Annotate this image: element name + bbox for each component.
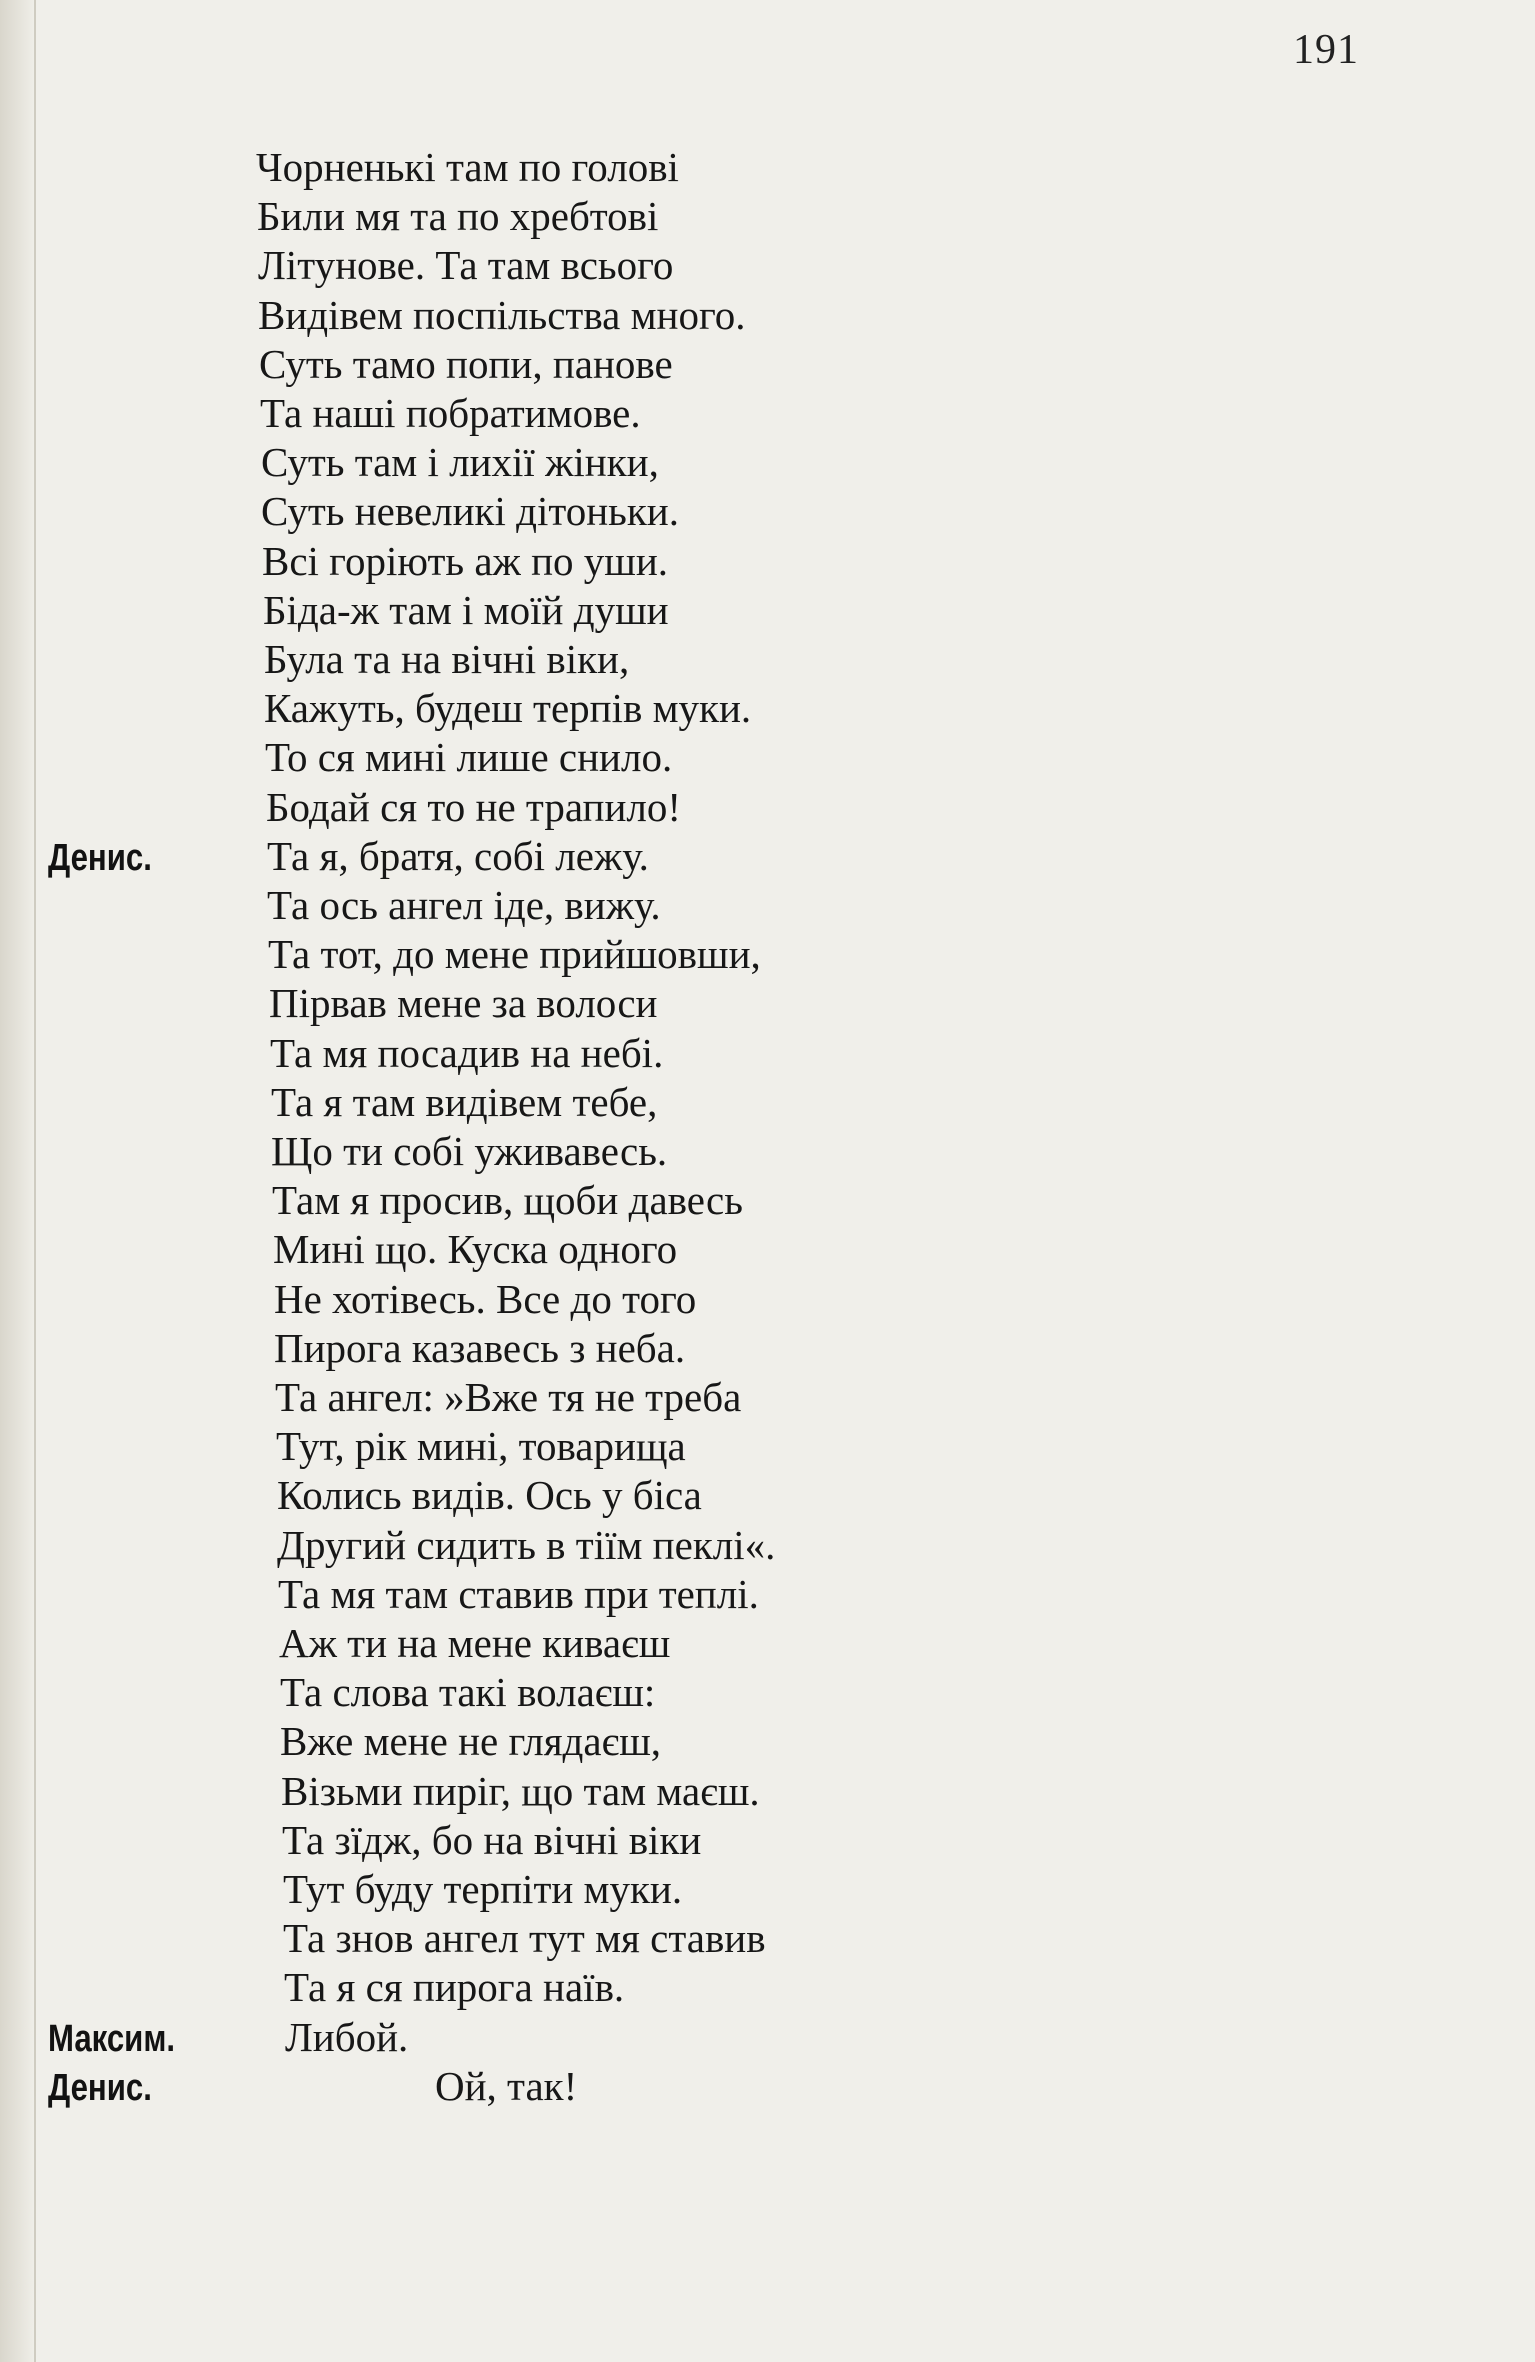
verse-text: Били мя та по хребтові — [257, 193, 659, 239]
verse-text: Другий сидить в тіїм пеклі«. — [277, 1522, 776, 1568]
verse-text: Суть тамо попи, панове — [259, 341, 673, 387]
verse-line — [0, 339, 1000, 389]
verse-line — [0, 1470, 1000, 1520]
verse-line — [0, 732, 1000, 782]
verse-text: Всі горіють аж по уши. — [262, 538, 669, 584]
verse-line — [0, 1815, 1000, 1865]
verse-line — [0, 1864, 1000, 1914]
verse-line — [0, 1077, 1000, 1127]
verse-text: Була та на вічні віки, — [264, 636, 630, 682]
verse-line — [0, 585, 1000, 635]
verse-line — [0, 1667, 1000, 1717]
verse-text: Та наші побратимове. — [260, 390, 641, 436]
verse-text: Що ти собі уживавесь. — [271, 1128, 668, 1174]
verse-line — [0, 1028, 1000, 1078]
speaker-name: Максим. — [48, 2018, 176, 2060]
verse-line — [0, 929, 1000, 979]
verse-line — [0, 437, 1000, 487]
verse-line — [0, 1274, 1000, 1324]
verse-line — [0, 2061, 1000, 2111]
verse-line — [0, 1569, 1000, 1619]
page-number: 191 — [1293, 27, 1359, 73]
verse-line — [0, 290, 1000, 340]
verse-text: Видівем поспільства много. — [258, 292, 746, 338]
verse-line — [0, 683, 1000, 733]
verse-line — [0, 1175, 1000, 1225]
verse-text: Мині що. Куска одного — [273, 1226, 678, 1272]
verse-line — [0, 1224, 1000, 1274]
verse-text: Бодай ся то не трапило! — [266, 784, 682, 830]
verse-line — [0, 191, 1000, 241]
verse-text: Та я, братя, собі лежу. — [267, 833, 649, 879]
verse-line — [0, 634, 1000, 684]
verse-text: Та я там видівем тебе, — [271, 1079, 658, 1125]
verse-text: Та зїдж, бо на вічні віки — [282, 1817, 702, 1863]
verse-text: Чорненькі там по голові — [256, 144, 679, 190]
verse-line — [0, 1716, 1000, 1766]
verse-text: То ся мині лише снило. — [265, 734, 673, 780]
verse-line — [0, 782, 1000, 832]
verse-text: Вже мене не глядаєш, — [280, 1718, 662, 1764]
verse-text: Тут буду терпіти муки. — [283, 1866, 683, 1912]
verse-line — [0, 831, 1000, 881]
verse-line — [0, 1323, 1000, 1373]
verse-text: Суть там і лихії жінки, — [261, 439, 659, 485]
verse-text: Колись видів. Ось у біса — [277, 1472, 702, 1518]
verse-line — [0, 1421, 1000, 1471]
verse-text: Та я ся пирога наїв. — [284, 1964, 625, 2010]
verse-text: Суть невеликі дітоньки. — [261, 488, 679, 534]
verse-text: Та знов ангел тут мя ставив — [283, 1915, 766, 1961]
verse-line — [0, 388, 1000, 438]
verse-line — [0, 142, 1000, 192]
verse-text: Та ангел: »Вже тя не треба — [275, 1374, 742, 1420]
speaker-name: Денис. — [48, 2067, 152, 2109]
verse-line — [0, 1766, 1000, 1816]
verse-text: Пірвав мене за волоси — [269, 980, 658, 1026]
verse-text: Та тот, до мене прийшовши, — [268, 931, 761, 977]
verse-line — [0, 1913, 1000, 1963]
verse-line — [0, 1126, 1000, 1176]
verse-line — [0, 486, 1000, 536]
verse-text: Тут, рік мині, товарища — [276, 1423, 686, 1469]
verse-line — [0, 1618, 1000, 1668]
verse-text: Либой. — [285, 2014, 409, 2060]
verse-text: Та слова такі волаєш: — [280, 1669, 656, 1715]
verse-text: Біда-ж там і моїй души — [263, 587, 669, 633]
verse-line — [0, 880, 1000, 930]
verse-line — [0, 1520, 1000, 1570]
verse-text: Кажуть, будеш терпів муки. — [264, 685, 752, 731]
speaker-name: Денис. — [48, 837, 152, 879]
verse-line — [0, 536, 1000, 586]
verse-text: Не хотівесь. Все до того — [274, 1276, 697, 1322]
verse-text: Аж ти на мене киваєш — [279, 1620, 671, 1666]
verse-text: Та мя там ставив при теплі. — [278, 1571, 759, 1617]
verse-text: Там я просив, щоби давесь — [272, 1177, 743, 1223]
verse-text: Та ось ангел іде, вижу. — [267, 882, 661, 928]
verse-text: Ой, так! — [435, 2063, 578, 2109]
verse-line — [0, 1372, 1000, 1422]
verse-line — [0, 2012, 1000, 2062]
verse-text: Пирога казавесь з неба. — [274, 1325, 686, 1371]
verse-text: Літунове. Та там всього — [258, 242, 674, 288]
verse-line — [0, 978, 1000, 1028]
verse-line — [0, 240, 1000, 290]
verse-text: Візьми пиріг, що там маєш. — [281, 1768, 760, 1814]
verse-text: Та мя посадив на небі. — [270, 1030, 664, 1076]
verse-line — [0, 1962, 1000, 2012]
